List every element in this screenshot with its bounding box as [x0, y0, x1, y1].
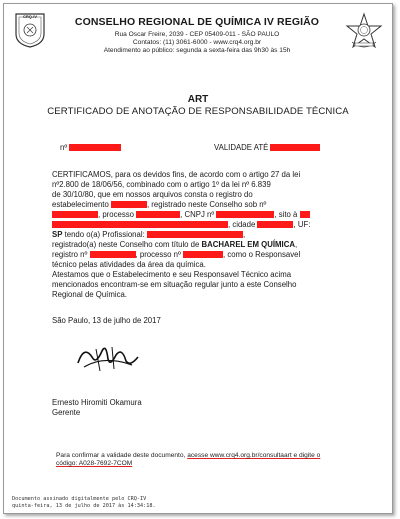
org-address: Rua Oscar Freire, 2039 - CEP 05409-011 - SÃO PAULO [114, 31, 280, 38]
org-name: CONSELHO REGIONAL DE QUÍMICA IV REGIÃO [74, 16, 320, 28]
cert-line-10: técnico pelas atividades da área da química. [52, 260, 206, 269]
cert-line-1: CERTIFICAMOS, para os devidos fins, de acordo com o artigo 27 da lei [52, 170, 301, 179]
redaction-city [257, 221, 293, 228]
document-page [3, 3, 393, 514]
seal-text: CRQ-IV [23, 14, 37, 19]
brazil-coat-of-arms-icon [344, 12, 384, 52]
cert-text: tendo o(a) Profissional: [64, 230, 145, 239]
verification-code: código: A028-7692-7COM [56, 460, 133, 467]
verification-line-1 [56, 452, 320, 459]
cert-text: , registrado neste Conselho sob nº [146, 200, 267, 209]
redaction-address [300, 211, 310, 218]
cert-text: , como o Responsavel [223, 250, 301, 259]
redaction-professional [147, 231, 243, 238]
cert-line-3: de 30/10/80, que em nossos arquivos consta o registro do [52, 190, 253, 199]
cert-line-8: registrado(a) neste Conselho com título de BACHAREL EM QUÍMICA, [52, 240, 298, 249]
cert-text: , CNPJ nº [180, 210, 215, 219]
date-place: São Paulo, 13 de julho de 2017 [52, 316, 161, 325]
verification-text: Para confirmar a validade deste documento, [56, 452, 188, 459]
cert-line-2: nº2.800 de 18/06/56, combinado com o artigo 1º da lei nº 6.839 [52, 180, 271, 189]
digital-signature-note-2: quinta-feira, 13 de julho de 2017 às 14:34:18. [12, 503, 156, 509]
redaction-establishment [111, 201, 147, 208]
cert-text: registro nº [52, 250, 88, 259]
validity-label: VALIDADE ATÉ [214, 143, 269, 152]
cert-text: , processo nº [135, 250, 181, 259]
org-hours: Atendimento ao público: segunda a sexta-feira das 9h30 às 15h [103, 47, 291, 54]
document-subtitle: CERTIFICADO DE ANOTAÇÃO DE RESPONSABILIDADE TÉCNICA [47, 106, 349, 117]
cert-text: , cidade [228, 220, 256, 229]
verification-line-2 [56, 460, 132, 467]
document-title: ART [187, 94, 209, 105]
redaction-prof-registry [90, 251, 136, 258]
redaction-number [69, 144, 121, 151]
handwritten-signature [74, 337, 144, 377]
cert-uf: SP [52, 230, 63, 239]
cert-text: , processo [98, 210, 134, 219]
signer-role: Gerente [52, 408, 81, 417]
redaction-prof-process [183, 251, 223, 258]
cert-text: estabelecimento [52, 200, 109, 209]
redaction-validity [270, 144, 320, 151]
redaction-street [52, 221, 228, 228]
redaction-registry [52, 211, 98, 218]
cert-title-degree: BACHAREL EM QUÍMICA [201, 240, 295, 249]
cert-line-4 [52, 200, 266, 210]
cert-line-5 [52, 210, 310, 220]
cert-line-6 [52, 220, 310, 230]
cert-line-13: Regional de Química. [52, 290, 127, 299]
org-contacts: Contatos: (11) 3061-6000 - www.crq4.org.br [132, 39, 262, 46]
cert-line-7: SP tendo o(a) Profissional: , [52, 230, 246, 239]
verification-link[interactable]: acesse www.crq4.org.br/consultaart e digite o [187, 452, 321, 459]
number-label: nº [60, 143, 68, 152]
cert-text: registrado(a) neste Conselho com título de [52, 240, 200, 249]
redaction-cnpj [216, 211, 274, 218]
redaction-process [136, 211, 180, 218]
digital-signature-note-1: Documento assinado digitalmente pelo CRQ-IV [12, 496, 147, 502]
cert-line-12: mencionados encontram-se em situação regular junto a este Conselho [52, 280, 297, 289]
signer-name: Ernesto Hiromiti Okamura [52, 398, 142, 407]
cert-line-9 [52, 250, 300, 260]
cert-text: , sito à [274, 210, 298, 219]
cert-text: , UF: [293, 220, 311, 229]
cert-line-11: Atestamos que o Estabelecimento e seu Responsavel Técnico acima [52, 270, 292, 279]
